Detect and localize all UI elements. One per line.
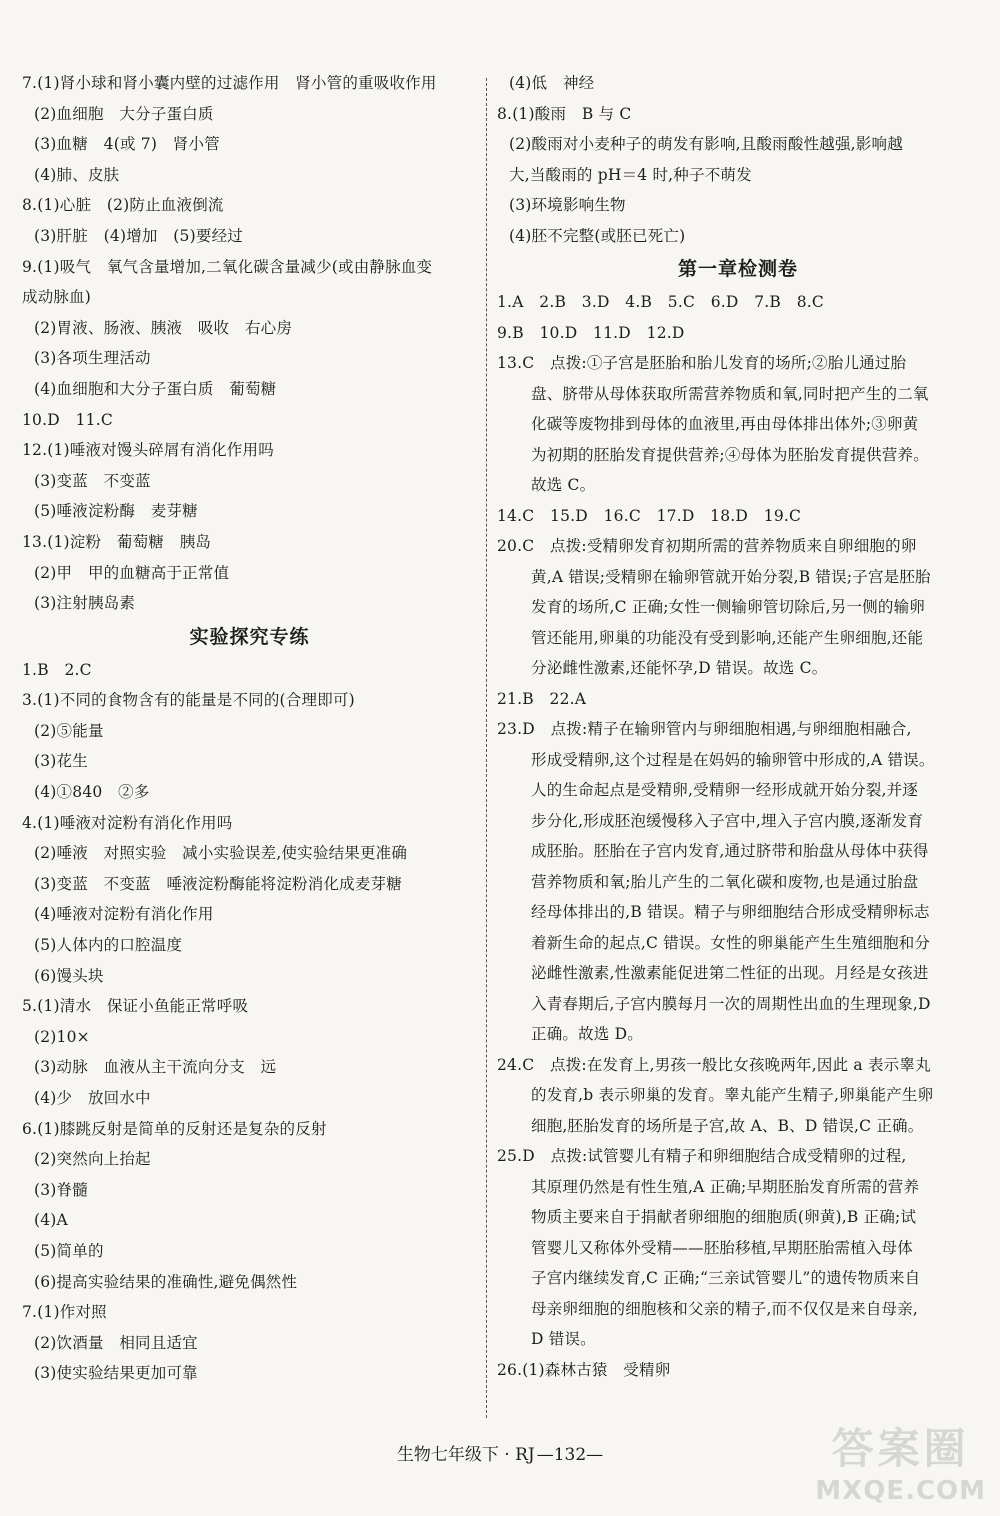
right-column: [497, 68, 979, 1385]
answer-line: 7.(1)肾小球和肾小囊内壁的过滤作用 肾小管的重吸收作用: [22, 74, 437, 92]
answer-line: (3)变蓝 不变蓝: [34, 471, 151, 490]
answer-line: (4)唾液对淀粉有消化作用: [34, 905, 214, 924]
section-title: 实验探究专练: [189, 625, 310, 648]
answer-line: (2)⑤能量: [34, 721, 104, 740]
answer-line: 10.D 11.C: [22, 410, 113, 429]
answer-line: 母亲卵细胞的细胞核和父亲的精子,而不仅仅是来自母亲,: [531, 1299, 919, 1318]
answer-line: 形成受精卵,这个过程是在妈妈的输卵管中形成的,A 错误。: [531, 750, 935, 769]
answer-line: 为初期的胚胎发育提供营养;④母体为胚胎发育提供营养。: [531, 445, 929, 464]
answer-line: 12.(1)唾液对馒头碎屑有消化作用吗: [22, 441, 274, 460]
answer-line: D 错误。: [531, 1330, 596, 1348]
answer-line: (4)低 神经: [509, 74, 595, 92]
answer-line: 正确。故选 D。: [531, 1025, 643, 1043]
answer-line: 14.C 15.D 16.C 17.D 18.D 19.C: [497, 506, 802, 525]
footer-subject: 生物七年级下 · RJ: [396, 1445, 535, 1465]
watermark-en: MXQE.COM: [815, 1476, 986, 1506]
answer-line: (4)少 放回水中: [34, 1089, 151, 1107]
answer-line: (2)胃液、肠液、胰液 吸收 右心房: [34, 318, 293, 337]
answer-line: 子宫内继续发育,C 正确;“三亲试管婴儿”的遗传物质来自: [531, 1269, 921, 1287]
answer-line: 8.(1)酸雨 B 与 C: [497, 104, 632, 123]
answer-line: (3)使实验结果更加可靠: [34, 1364, 198, 1383]
answer-line: 的发育,b 表示卵巢的发育。睾丸能产生精子,卵巢能产生卵: [531, 1086, 934, 1104]
answer-line: (2)突然向上抬起: [34, 1150, 151, 1169]
answer-line: 7.(1)作对照: [22, 1303, 107, 1322]
answer-line: 13.C 点拨:①子宫是胚胎和胎儿发育的场所;②胎儿通过胎: [497, 354, 907, 372]
answer-line: (2)10×: [34, 1027, 90, 1046]
answer-line: 21.B 22.A: [497, 689, 587, 708]
answer-line: (3)动脉 血液从主干流向分支 远: [34, 1058, 277, 1077]
answer-line: (3)注射胰岛素: [34, 594, 136, 613]
answer-line: 营养物质和氧;胎儿产生的二氧化碳和废物,也是通过胎盘: [531, 872, 919, 891]
answer-line: (2)唾液 对照实验 减小实验误差,使实验结果更准确: [34, 844, 408, 863]
answer-line: (3)变蓝 不变蓝 唾液淀粉酶能将淀粉消化成麦芽糖: [34, 874, 402, 893]
answer-line: (5)唾液淀粉酶 麦芽糖: [34, 502, 198, 521]
answer-line: 4.(1)唾液对淀粉有消化作用吗: [22, 813, 233, 832]
answer-line: 经母体排出的,B 错误。精子与卵细胞结合形成受精卵标志: [531, 903, 930, 921]
answer-line: (4)胚不完整(或胚已死亡): [509, 226, 686, 245]
answer-line: (4)①840 ②多: [34, 783, 150, 802]
answer-line: 6.(1)膝跳反射是简单的反射还是复杂的反射: [22, 1119, 327, 1138]
answer-line: 管婴儿又称体外受精——胚胎移植,早期胚胎需植入母体: [531, 1238, 913, 1257]
watermark-cn: 答案圈: [831, 1424, 970, 1473]
answer-line: 成胚胎。胚胎在子宫内发育,通过脐带和胎盘从母体中获得: [531, 842, 929, 860]
answer-line: (2)饮酒量 相同且适宜: [34, 1333, 198, 1352]
answer-line: 23.D 点拨:精子在输卵管内与卵细胞相遇,与卵细胞相融合,: [497, 720, 912, 738]
answer-line: (3)环境影响生物: [509, 196, 626, 214]
answer-line: 人的生命起点是受精卵,受精卵一经形成就开始分裂,并逐: [531, 781, 919, 799]
answer-line: 细胞,胚胎发育的场所是子宫,故 A、B、D 错误,C 正确。: [531, 1116, 924, 1135]
footer-page-number: —132—: [536, 1445, 604, 1465]
answer-line: (2)血细胞 大分子蛋白质: [34, 104, 214, 123]
answer-line: (2)甲 甲的血糖高于正常值: [34, 563, 230, 582]
answer-line: (4)肺、皮肤: [34, 165, 120, 184]
answer-line: (6)馒头块: [34, 966, 104, 985]
answer-line: 管还能用,卵巢的功能没有受到影响,还能产生卵细胞,还能: [531, 628, 924, 647]
answer-line: 9.(1)吸气 氧气含量增加,二氧化碳含量减少(或由静脉血变: [22, 257, 433, 276]
answer-line: 3.(1)不同的食物含有的能量是不同的(合理即可): [22, 691, 355, 710]
answer-line: 大,当酸雨的 pH＝4 时,种子不萌发: [509, 165, 752, 184]
answer-line: 成动脉血): [22, 288, 92, 307]
answer-line: 黄,A 错误;受精卵在输卵管就开始分裂,B 错误;子宫是胚胎: [531, 567, 931, 586]
answer-line: 13.(1)淀粉 葡萄糖 胰岛: [22, 532, 212, 551]
column-divider: [486, 78, 487, 1418]
answer-line: (6)提高实验结果的准确性,避免偶然性: [34, 1272, 298, 1291]
answer-line: (3)肝脏 (4)增加 (5)要经过: [34, 226, 243, 245]
answer-line: 发育的场所,C 正确;女性一侧输卵管切除后,另一侧的输卵: [531, 598, 925, 616]
answer-line: 化碳等废物排到母体的血液里,再由母体排出体外;③卵黄: [531, 415, 919, 433]
watermark: [815, 1416, 986, 1506]
answer-line: (5)简单的: [34, 1241, 104, 1260]
answer-line: 入青春期后,子宫内膜每月一次的周期性出血的生理现象,D: [531, 994, 931, 1013]
answer-line: 盘、脐带从母体获取所需营养物质和氧,同时把产生的二氧: [531, 384, 929, 403]
section-title: 第一章检测卷: [677, 258, 798, 280]
answer-line: (2)酸雨对小麦种子的萌发有影响,且酸雨酸性越强,影响越: [509, 135, 903, 153]
answer-line: 25.D 点拨:试管婴儿有精子和卵细胞结合成受精卵的过程,: [497, 1147, 907, 1165]
answer-line: 26.(1)森林古猿 受精卵: [497, 1360, 671, 1379]
left-column: [22, 68, 477, 1389]
answer-line: (3)花生: [34, 752, 88, 771]
answer-line: 物质主要来自于捐献者卵细胞的细胞质(卵黄),B 正确;试: [531, 1208, 917, 1226]
answer-line: (4)A: [34, 1211, 68, 1230]
answer-line: 1.A 2.B 3.D 4.B 5.C 6.D 7.B 8.C: [497, 293, 824, 311]
answer-line: 其原理仍然是有性生殖,A 正确;早期胚胎发育所需的营养: [531, 1177, 920, 1196]
answer-line: 泌雌性激素,性激素能促进第二性征的出现。月经是女孩进: [531, 964, 929, 982]
answer-line: 步分化,形成胚泡缓慢移入子宫中,埋入子宫内膜,逐渐发育: [531, 811, 924, 830]
answer-line: 8.(1)心脏 (2)防止血液倒流: [22, 196, 224, 215]
answer-line: (3)血糖 4(或 7) 肾小管: [34, 135, 220, 154]
answer-line: 5.(1)清水 保证小鱼能正常呼吸: [22, 997, 249, 1016]
answer-line: (3)各项生理活动: [34, 349, 151, 368]
answer-line: 24.C 点拨:在发育上,男孩一般比女孩晚两年,因此 a 表示睾丸: [497, 1055, 931, 1074]
answer-line: 20.C 点拨:受精卵发育初期所需的营养物质来自卵细胞的卵: [497, 537, 917, 555]
answer-line: 着新生命的起点,C 错误。女性的卵巢能产生生殖细胞和分: [531, 933, 931, 952]
answer-line: (4)血细胞和大分子蛋白质 葡萄糖: [34, 379, 277, 398]
answer-line: (3)脊髓: [34, 1180, 88, 1199]
answer-line: 1.B 2.C: [22, 660, 92, 679]
answer-line: (5)人体内的口腔温度: [34, 936, 183, 955]
answer-line: 故选 C。: [531, 476, 596, 494]
answer-line: 9.B 10.D 11.D 12.D: [497, 323, 685, 342]
answer-line: 分泌雌性激素,还能怀孕,D 错误。故选 C。: [531, 659, 828, 677]
